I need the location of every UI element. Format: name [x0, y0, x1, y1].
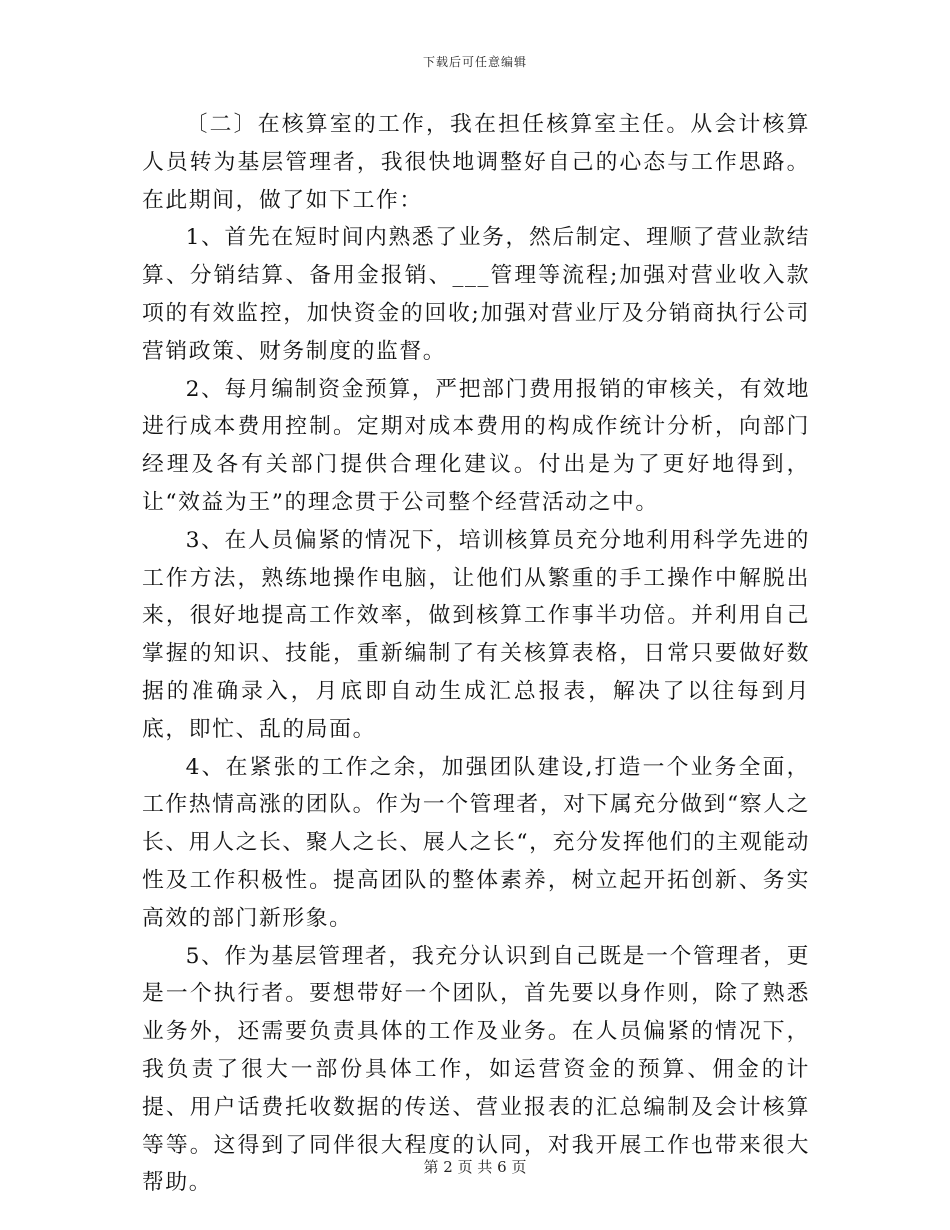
paragraph-intro: 〔二〕在核算室的工作，我在担任核算室主任。从会计核算人员转为基层管理者，我很快地调整好自己的心态与工作思路。在此期间，做了如下工作：: [142, 112, 810, 213]
paragraph-item-3: 3、在人员偏紧的情况下，培训核算员充分地利用科学先进的工作方法，熟练地操作电脑，让他们从繁重的手工操作中解脱出来，很好地提高工作效率，做到核算工作事半功倍。并利用自己掌握的知识、技能，重新编制了有关核算表格，日常只要做好数据的准确录入，月底即自动生成汇总报表，解决了以往每到月底，即忙、乱的局面。: [142, 527, 810, 742]
paragraph-item-1: 1、首先在短时间内熟悉了业务，然后制定、理顺了营业款结算、分销结算、备用金报销、___管理等流程;加强对营业收入款项的有效监控，加快资金的回收;加强对营业厅及分销商执行公司营销政策、财务制度的监督。: [142, 225, 810, 364]
document-body: [142, 106, 810, 1202]
paragraph-item-5: 5、作为基层管理者，我充分认识到自己既是一个管理者，更是一个执行者。要想带好一个团队，首先要以身作则，除了熟悉业务外，还需要负责具体的工作及业务。在人员偏紧的情况下，我负责了很大一部份具体工作，如运营资金的预算、佣金的计提、用户话费托收数据的传送、营业报表的汇总编制及会计核算等等。这得到了同伴很大程度的认同，对我开展工作也带来很大帮助。: [142, 943, 810, 1196]
paragraph-item-2: 2、每月编制资金预算，严把部门费用报销的审核关，有效地进行成本费用控制。定期对成本费用的构成作统计分析，向部门经理及各有关部门提供合理化建议。付出是为了更好地得到，让“效益为王”的理念贯于公司整个经营活动之中。: [142, 376, 810, 515]
paragraph-item-4: 4、在紧张的工作之余，加强团队建设,打造一个业务全面，工作热情高涨的团队。作为一个管理者，对下属充分做到“察人之长、用人之长、聚人之长、展人之长“，充分发挥他们的主观能动性及工作积极性。提高团队的整体素养，树立起开拓创新、务实高效的部门新形象。: [142, 754, 810, 931]
page-number: 第 2 页 共 6 页: [423, 1158, 527, 1176]
header-note: 下载后可任意编辑: [422, 55, 527, 69]
